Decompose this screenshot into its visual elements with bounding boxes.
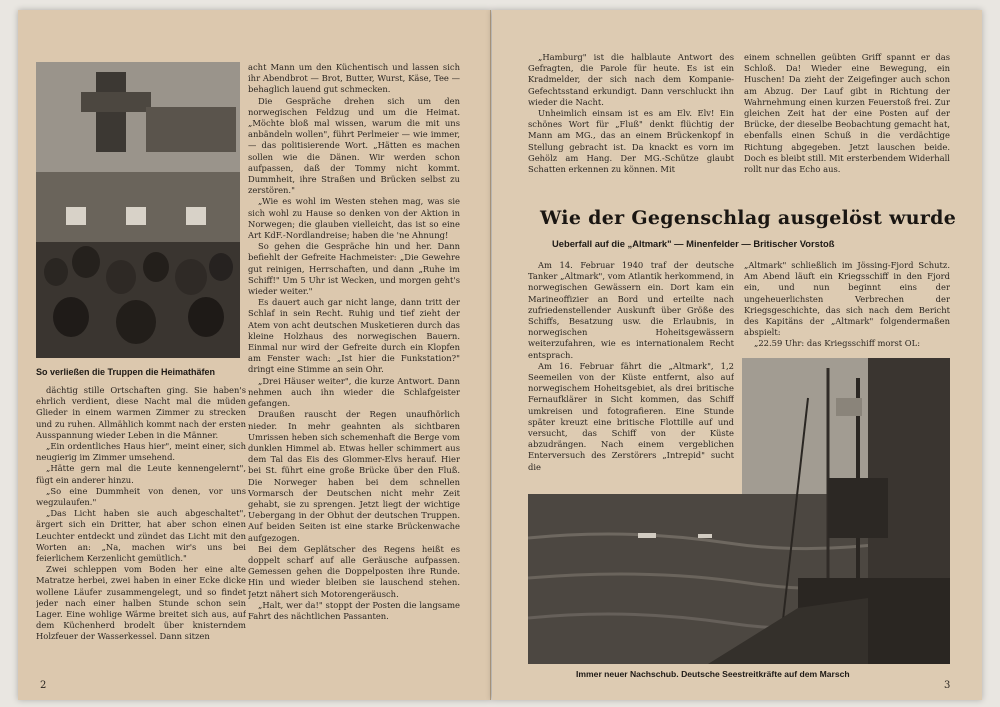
paragraph: „Ein ordentliches Haus hier", meint einer, sich neugierig im Zimmer umsehend.	[36, 441, 246, 463]
paragraph: „Hätte gern mal die Leute kennengelernt", fügt ein anderer hinzu.	[36, 463, 246, 485]
paragraph: So gehen die Gespräche hin und her. Dann befiehlt der Gefreite Hachmeister: „Die Gewehre gut reinigen, Herrschaften, und dann „Ruhe im Schiff!" Um 5 Uhr ist Wecken, und morgen geht's wieder weiter."	[248, 241, 460, 297]
paragraph: „Das Licht haben sie auch abgeschaltet", ärgert sich ein Dritter, hat aber schon einen Leuchter entdeckt und zündet das Licht mit den Worten an: „Na, machen wir's uns bei feierlichem Kerzenlicht gemütlich."	[36, 508, 246, 564]
photo-naval-forces	[528, 358, 950, 664]
paragraph: „22.59 Uhr: das Kriegsschiff morst OL:	[754, 338, 921, 349]
paragraph: „Wie es wohl im Westen stehen mag, was sie sich wohl zu Hause so denken von der Aktion in Norwegen; die glauben vielleicht, das ist so eine Art KdF.-Nordlandreise; haben die 'ne Ahnung!	[248, 196, 460, 241]
right-column-d	[744, 260, 950, 350]
paragraph: Draußen rauscht der Regen unaufhörlich nieder. In mehr geahnten als sichtbaren Umrissen heben sich schemenhaft die Berge vom dunklen Himmel ab. Etwas heller schimmert aus dem Tal das Eis des Glommer-Elvs herauf. Hier bei St. führt eine große Brücke über den Fluß. Die Norweger haben bei dem schnellen Vormarsch der Deutschen nicht mehr Zeit gehabt, sie zu sprengen. Jetzt liegt der wichtige Uebergang in der Obhut der deutschen Truppen. Auf beiden Seiten ist eine starke Brückenwache aufgezogen.	[248, 409, 460, 543]
paragraph: Die Gespräche drehen sich um den norwegischen Feldzug und um die Heimat. „Möchte bloß mal wissen, warum die mit uns anbändeln wollen", führt Perlmeier — wie immer, — das politisierende Wort. „Hätten es machen sollen wie die Dänen. Wir werden schon aufpassen, daß der Tommy nicht kommt. Dummheit, ihre Straßen und Brücken selbst zu zerstören."	[248, 95, 460, 196]
right-column-a	[528, 52, 734, 202]
left-photo-caption: So verließen die Truppen die Heimathäfen	[36, 367, 216, 377]
harbor-photo-image	[36, 62, 240, 358]
left-page	[18, 10, 491, 700]
paragraph: Bei dem Geplätscher des Regens heißt es doppelt scharf auf alle Geräusche aufpassen. Gemessen gehen die Doppelposten ihre Runde. Hin und wieder bleiben sie lauschend stehen. Jetzt nähert sich Motorengeräusch.	[248, 543, 460, 599]
left-column-a	[36, 385, 246, 675]
paragraph: „So eine Dummheit von denen, vor uns wegzulaufen."	[36, 485, 246, 508]
paragraph: „Halt, wer da!" stoppt der Posten die langsame Fahrt des nächtlichen Passanten.	[248, 599, 460, 621]
paragraph: acht Mann um den Küchentisch und lassen sich ihr Abendbrot — Brot, Butter, Wurst, Käse, Tee — behaglich lauend gut schmecken.	[248, 62, 460, 95]
paragraph: Es dauert auch gar nicht lange, dann tritt der Schlaf in sein Recht. Ruhig und tief zieht der Atem von acht deutschen Musketieren durch das kleine Holzhaus des norwegischen Bauern. Einmal nur wird der Gefreite durch ein Klopfen am Fenster wach: „Ist hier die Funkstation?" dringt eine Stimme an sein Ohr.	[248, 297, 460, 375]
paragraph: „Altmark" schließlich im Jössing-Fjord Schutz. Am Abend läuft ein Kriegsschiff in den Fjord ein, und nun beginnt eins der ungeheuerlichsten Verbrechen der Kriegsgeschichte, das sich nach dem Bericht des Kapitäns der „Altmark" folgendermaßen abspielt:	[744, 260, 950, 338]
page-number-right: 3	[944, 680, 951, 691]
paragraph: Zwei schleppen vom Boden her eine alte Matratze herbei, zwei haben in einer Ecke dicke wollene Läufer zusammengelegt, und so findet jeder nach einer halben Stunde schon sein Lager. Eine wohlige Wärme breitet sich aus, auf dem Küchenherd brodelt über knisterndem Holzfeuer der Wasserkessel. Dann sitzen	[36, 564, 246, 642]
right-photo-caption: Immer neuer Nachschub. Deutsche Seestreitkräfte auf dem Marsch	[576, 669, 850, 679]
article-headline: Wie der Gegenschlag ausgelöst wurde	[540, 207, 957, 229]
paragraph: Am 14. Februar 1940 traf der deutsche Tanker „Altmark", vom Atlantik herkommend, in norwegischen Gewässern ein. Dort kam ein Marineoffizier an Bord und erteilte nach zufriedenstellender Auskunft über Größe des Schiffs, Besatzung usw. die Erlaubnis, in norwegischen Hoheitsgewässern weiterzufahren, wie es internationalem Recht entsprach.	[528, 260, 734, 360]
paragraph: Am 16. Februar fährt die „Altmark", 1,2 Seemeilen von der Küste entfernt, also auf norwegischem Hoheitsgebiet, als drei britische Fernaufklärer in Sicht kommen, das Schiff umkreisen und fotografieren. Eine Stunde später kreuzt eine britische Flottille auf und versucht, das Schiff von der Küste abzudrängen. Nach einem vergeblichen Enterversuch des Zerstörers „Intrepid" sucht die	[528, 360, 734, 472]
article-subheadline: Ueberfall auf die „Altmark" — Minenfelder — Britischer Vorstoß	[552, 238, 835, 249]
paragraph: „Drei Häuser weiter", die kurze Antwort. Dann nehmen auch ihn wieder die Schlafgeister gefangen.	[248, 375, 460, 409]
naval-photo-image	[528, 358, 950, 664]
right-page	[492, 10, 982, 700]
left-column-b	[248, 62, 460, 678]
page-number-left: 2	[40, 680, 47, 691]
paragraph: einem schnellen geübten Griff spannt er das Schloß. Da! Wieder eine Bewegung, ein Huschen! Da zieht der Zeigefinger auch schon am Abzug. Der Lauf gibt in Richtung der Wahrnehmung einen kurzen Feuerstoß frei. Zur gleichen Zeit hat der eine Posten auf der Brücke, der dieselbe Beobachtung gemacht hat, ebenfalls einen Schuß in die verdächtige Richtung abgegeben. Jetzt lauschen beide. Doch es bleibt still. Mit ersterbendem Widerhall rollt nur das Echo aus.	[744, 52, 950, 175]
paragraph: dächtig stille Ortschaften ging. Sie haben's ehrlich verdient, diese Nacht mal die müden Glieder in einem warmen Zimmer zu strecken und zu ruhen. Allmählich kommt nach der ersten Ausspannung wieder Leben in die Männer.	[36, 385, 246, 440]
paragraph: „Hamburg" ist die halblaute Antwort des Gefragten, die Parole für heute. Es ist ein Kradmelder, der sich nach dem Kompanie-Gefechtsstand erkundigt. Dann verschluckt ihn wieder die Nacht.	[528, 52, 734, 107]
paragraph: Unheimlich einsam ist es am Elv. Elv! Ein schönes Wort für „Fluß" denkt flüchtig der Mann am MG., das an einem Brückenkopf in Stellung gebracht ist. Da knackt es vorn im Gehölz am Hang. Der MG.-Schütze glaubt Schatten erkennen zu können. Mit	[528, 108, 734, 175]
right-column-b	[744, 52, 950, 202]
photo-troops-leaving-harbor	[36, 62, 240, 358]
